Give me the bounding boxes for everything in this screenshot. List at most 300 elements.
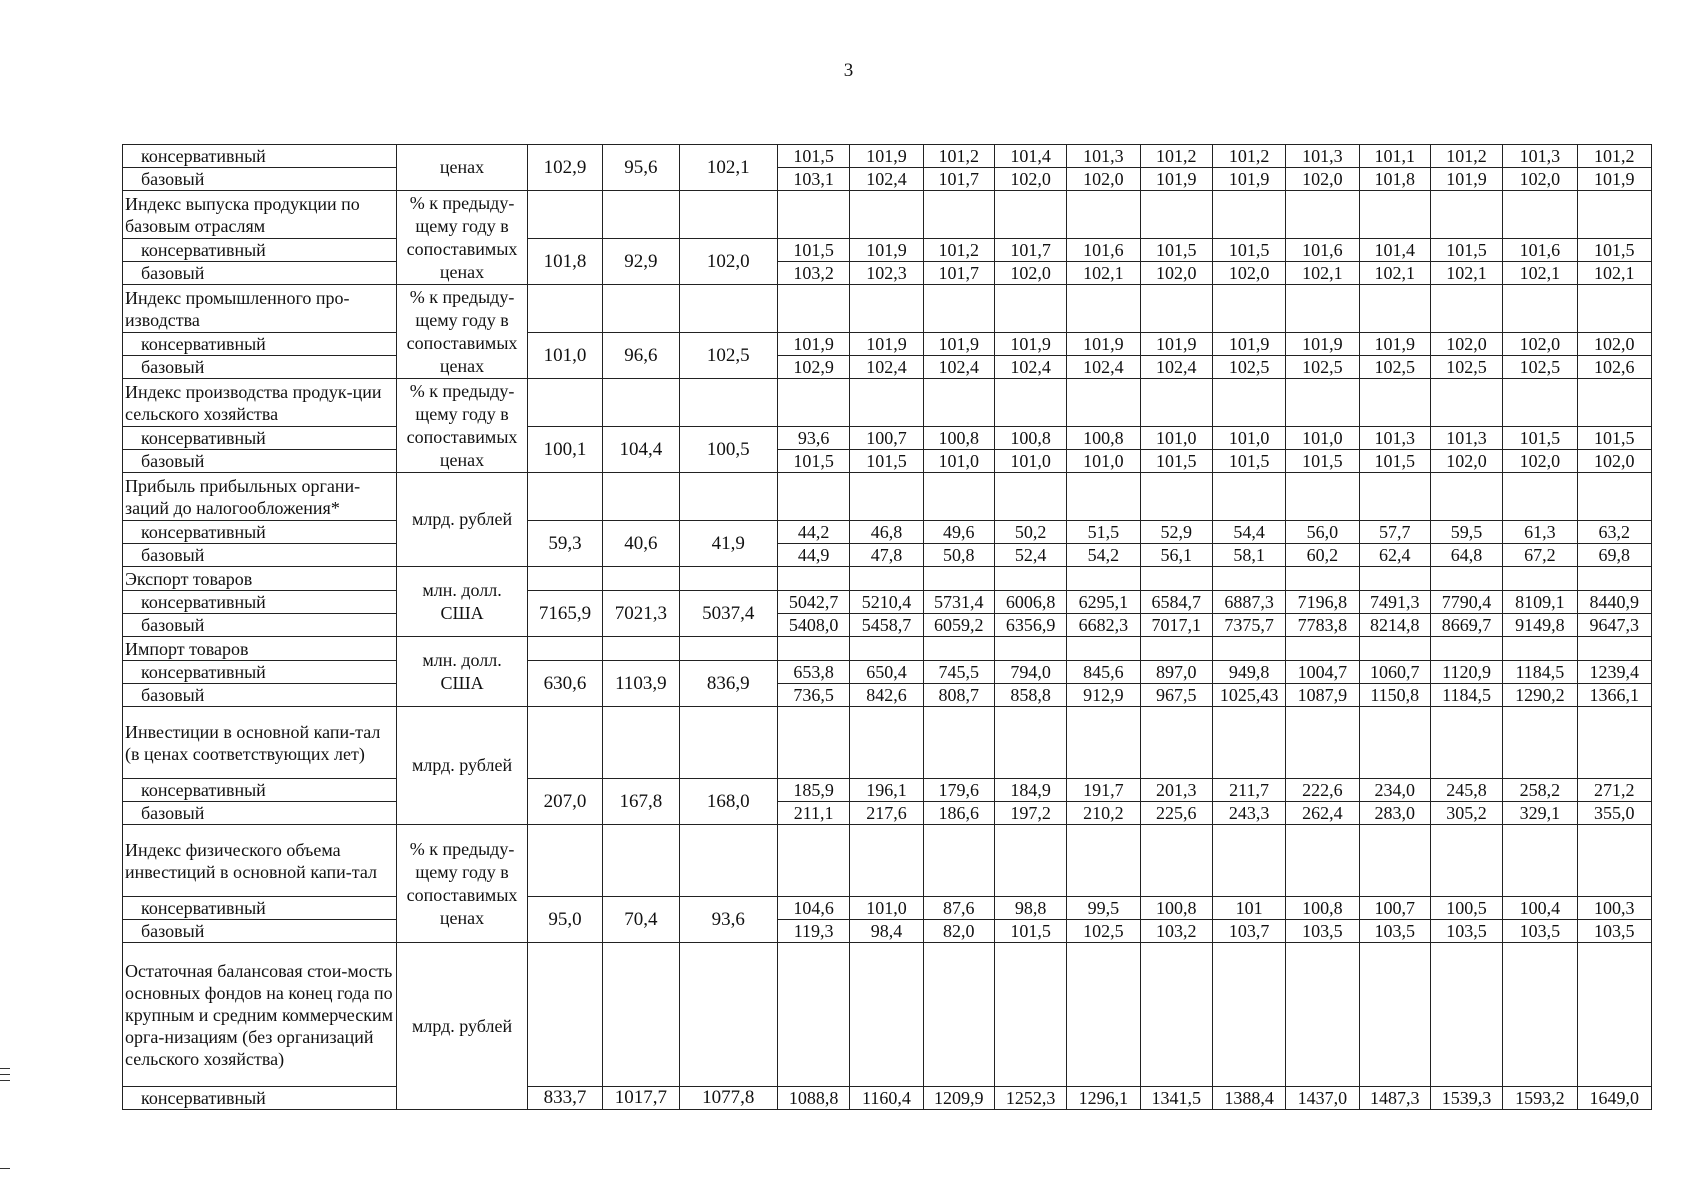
unit-cell: млрд. рублей	[397, 943, 528, 1110]
forecast-value: 191,7	[1067, 779, 1140, 802]
forecast-value: 101,9	[1140, 333, 1212, 356]
base-year-value: 102,1	[679, 145, 777, 191]
variant-row	[123, 145, 1652, 168]
forecast-value: 102,4	[850, 168, 923, 191]
forecast-value: 57,7	[1359, 521, 1430, 544]
forecast-value: 56,0	[1286, 521, 1359, 544]
forecast-value: 101,2	[1212, 145, 1285, 168]
empty-cell	[1430, 379, 1502, 427]
empty-cell	[923, 943, 994, 1087]
forecast-value: 100,7	[1359, 897, 1430, 920]
variant-row	[123, 356, 1652, 379]
variant-label: базовый	[123, 356, 397, 379]
indicator-name: Инвестиции в основной капи-тал (в ценах соответствующих лет)	[123, 707, 397, 779]
base-year-value: 102,5	[679, 333, 777, 379]
forecast-value: 101,2	[923, 239, 994, 262]
forecast-value: 1060,7	[1359, 661, 1430, 684]
forecast-value: 101,3	[1286, 145, 1359, 168]
forecast-value: 100,8	[994, 427, 1066, 450]
forecast-value: 101,5	[1140, 239, 1212, 262]
empty-cell	[1430, 707, 1502, 779]
indicator-name: Индекс промышленного про-изводства	[123, 285, 397, 333]
forecast-value: 102,4	[850, 356, 923, 379]
forecast-value: 197,2	[994, 802, 1066, 825]
base-year-value: 92,9	[603, 239, 679, 285]
variant-row	[123, 544, 1652, 567]
forecast-value: 101	[1212, 897, 1285, 920]
forecast-value: 101,6	[1286, 239, 1359, 262]
forecast-value: 201,3	[1140, 779, 1212, 802]
base-year-value: 96,6	[603, 333, 679, 379]
variant-row	[123, 591, 1652, 614]
base-year-value: 1103,9	[603, 661, 679, 707]
unit-cell: млрд. рублей	[397, 707, 528, 825]
base-year-value: 100,1	[527, 427, 602, 473]
forecast-value: 51,5	[1067, 521, 1140, 544]
forecast-value: 102,0	[1140, 262, 1212, 285]
forecast-value: 102,1	[1067, 262, 1140, 285]
variant-row	[123, 684, 1652, 707]
forecast-value: 1004,7	[1286, 661, 1359, 684]
forecast-value: 210,2	[1067, 802, 1140, 825]
base-year-value: 207,0	[527, 779, 602, 825]
forecast-value: 1209,9	[923, 1087, 994, 1110]
forecast-value: 101,7	[923, 262, 994, 285]
empty-cell	[850, 825, 923, 897]
empty-cell	[1503, 637, 1577, 661]
forecast-value: 101,9	[1577, 168, 1651, 191]
forecast-value: 103,2	[1140, 920, 1212, 943]
forecast-value: 102,0	[1503, 450, 1577, 473]
empty-cell	[1140, 473, 1212, 521]
empty-cell	[994, 567, 1066, 591]
empty-cell	[1359, 379, 1430, 427]
forecast-value: 100,8	[1286, 897, 1359, 920]
variant-label: консервативный	[123, 521, 397, 544]
empty-cell	[923, 473, 994, 521]
forecast-value: 101,2	[1140, 145, 1212, 168]
empty-cell	[850, 473, 923, 521]
empty-cell	[1067, 567, 1140, 591]
forecast-value: 186,6	[923, 802, 994, 825]
base-year-value: 630,6	[527, 661, 602, 707]
forecast-value: 101,7	[923, 168, 994, 191]
forecast-value: 67,2	[1503, 544, 1577, 567]
empty-cell	[679, 825, 777, 897]
forecast-value: 101,9	[1140, 168, 1212, 191]
forecast-value: 61,3	[1503, 521, 1577, 544]
empty-cell	[1359, 285, 1430, 333]
empty-cell	[679, 637, 777, 661]
forecast-value: 101,9	[1212, 333, 1285, 356]
forecast-value: 102,4	[923, 356, 994, 379]
variant-row	[123, 239, 1652, 262]
forecast-value: 1150,8	[1359, 684, 1430, 707]
empty-cell	[1286, 825, 1359, 897]
forecast-value: 1296,1	[1067, 1087, 1140, 1110]
indicator-name: Индекс производства продук-ции сельского хозяйства	[123, 379, 397, 427]
forecast-value: 101,5	[1430, 239, 1502, 262]
empty-cell	[527, 285, 602, 333]
empty-cell	[603, 379, 679, 427]
variant-label: базовый	[123, 802, 397, 825]
forecast-value: 60,2	[1286, 544, 1359, 567]
empty-cell	[850, 191, 923, 239]
forecast-value: 1593,2	[1503, 1087, 1577, 1110]
forecast-value: 1341,5	[1140, 1087, 1212, 1110]
variant-label: базовый	[123, 684, 397, 707]
base-year-value: 102,0	[679, 239, 777, 285]
forecast-value: 101,5	[850, 450, 923, 473]
forecast-value: 101,2	[923, 145, 994, 168]
variant-label: консервативный	[123, 1087, 397, 1110]
variant-label: консервативный	[123, 661, 397, 684]
forecast-value: 196,1	[850, 779, 923, 802]
forecast-value: 1120,9	[1430, 661, 1502, 684]
forecast-value: 8440,9	[1577, 591, 1651, 614]
base-year-value: 1017,7	[603, 1087, 679, 1110]
forecast-value: 7196,8	[1286, 591, 1359, 614]
forecast-value: 845,6	[1067, 661, 1140, 684]
base-year-value: 93,6	[679, 897, 777, 943]
forecast-value: 329,1	[1503, 802, 1577, 825]
unit-cell: млн. долл. США	[397, 637, 528, 707]
unit-cell: млрд. рублей	[397, 473, 528, 567]
empty-cell	[1577, 637, 1651, 661]
empty-cell	[850, 285, 923, 333]
variant-row	[123, 427, 1652, 450]
empty-cell	[923, 285, 994, 333]
forecast-value: 102,5	[1430, 356, 1502, 379]
forecast-value: 1160,4	[850, 1087, 923, 1110]
forecast-value: 1025,43	[1212, 684, 1285, 707]
variant-row	[123, 262, 1652, 285]
empty-cell	[1503, 825, 1577, 897]
forecast-value: 653,8	[777, 661, 849, 684]
empty-cell	[1577, 285, 1651, 333]
forecast-value: 102,0	[1503, 168, 1577, 191]
variant-label: базовый	[123, 262, 397, 285]
forecast-value: 101,6	[1503, 239, 1577, 262]
empty-cell	[1067, 707, 1140, 779]
empty-cell	[1212, 637, 1285, 661]
forecast-value: 103,5	[1503, 920, 1577, 943]
forecast-value: 102,5	[1067, 920, 1140, 943]
forecast-value: 101,0	[1286, 427, 1359, 450]
forecast-value: 100,3	[1577, 897, 1651, 920]
empty-cell	[603, 285, 679, 333]
base-year-value: 95,0	[527, 897, 602, 943]
empty-cell	[527, 825, 602, 897]
forecast-value: 87,6	[923, 897, 994, 920]
forecast-value: 98,8	[994, 897, 1066, 920]
base-year-value: 102,9	[527, 145, 602, 191]
forecast-value: 101,9	[994, 333, 1066, 356]
unit-cell: % к предыду-щему году в сопоставимых ценах	[397, 191, 528, 285]
forecast-value: 119,3	[777, 920, 849, 943]
forecast-value: 1087,9	[1286, 684, 1359, 707]
forecast-value: 102,4	[1067, 356, 1140, 379]
forecast-value: 102,1	[1359, 262, 1430, 285]
forecast-value: 64,8	[1430, 544, 1502, 567]
variant-label: консервативный	[123, 239, 397, 262]
base-year-value: 168,0	[679, 779, 777, 825]
forecast-value: 101,5	[1140, 450, 1212, 473]
forecast-value: 101,9	[850, 333, 923, 356]
table-body	[123, 145, 1652, 1110]
forecast-value: 101,5	[1577, 239, 1651, 262]
indicator-title-row	[123, 473, 1652, 521]
base-year-value: 167,8	[603, 779, 679, 825]
indicators-table-container	[122, 144, 1652, 1110]
empty-cell	[1140, 637, 1212, 661]
base-year-value: 70,4	[603, 897, 679, 943]
empty-cell	[994, 191, 1066, 239]
forecast-value: 101,5	[1212, 450, 1285, 473]
empty-cell	[1577, 379, 1651, 427]
forecast-value: 102,1	[1577, 262, 1651, 285]
forecast-value: 949,8	[1212, 661, 1285, 684]
margin-mark	[0, 1080, 10, 1081]
indicator-title-row	[123, 379, 1652, 427]
empty-cell	[1067, 943, 1140, 1087]
forecast-value: 179,6	[923, 779, 994, 802]
empty-cell	[1140, 707, 1212, 779]
forecast-value: 47,8	[850, 544, 923, 567]
empty-cell	[1140, 191, 1212, 239]
forecast-value: 5408,0	[777, 614, 849, 637]
base-year-value: 95,6	[603, 145, 679, 191]
empty-cell	[850, 637, 923, 661]
forecast-value: 1184,5	[1430, 684, 1502, 707]
forecast-value: 98,4	[850, 920, 923, 943]
empty-cell	[1286, 943, 1359, 1087]
forecast-value: 49,6	[923, 521, 994, 544]
empty-cell	[1067, 379, 1140, 427]
forecast-value: 102,5	[1359, 356, 1430, 379]
forecast-value: 1088,8	[777, 1087, 849, 1110]
forecast-value: 7375,7	[1212, 614, 1285, 637]
forecast-value: 101,2	[1577, 145, 1651, 168]
forecast-value: 101,9	[777, 333, 849, 356]
forecast-value: 1290,2	[1503, 684, 1577, 707]
variant-label: базовый	[123, 450, 397, 473]
empty-cell	[1067, 191, 1140, 239]
variant-label: консервативный	[123, 145, 397, 168]
empty-cell	[923, 707, 994, 779]
forecast-value: 6682,3	[1067, 614, 1140, 637]
empty-cell	[777, 473, 849, 521]
indicators-table	[122, 144, 1652, 1110]
indicator-title-row	[123, 637, 1652, 661]
forecast-value: 101,9	[850, 145, 923, 168]
forecast-value: 101,3	[1359, 427, 1430, 450]
forecast-value: 211,7	[1212, 779, 1285, 802]
forecast-value: 1388,4	[1212, 1087, 1285, 1110]
variant-label: консервативный	[123, 897, 397, 920]
empty-cell	[994, 707, 1066, 779]
forecast-value: 101,7	[994, 239, 1066, 262]
forecast-value: 52,9	[1140, 521, 1212, 544]
base-year-value: 40,6	[603, 521, 679, 567]
forecast-value: 103,1	[777, 168, 849, 191]
empty-cell	[1359, 191, 1430, 239]
forecast-value: 102,0	[994, 168, 1066, 191]
forecast-value: 50,8	[923, 544, 994, 567]
forecast-value: 6006,8	[994, 591, 1066, 614]
margin-mark	[0, 1074, 10, 1075]
base-year-value: 59,3	[527, 521, 602, 567]
forecast-value: 101,0	[1212, 427, 1285, 450]
empty-cell	[1140, 567, 1212, 591]
empty-cell	[777, 285, 849, 333]
empty-cell	[1140, 825, 1212, 897]
forecast-value: 101,5	[1359, 450, 1430, 473]
empty-cell	[1577, 825, 1651, 897]
variant-row	[123, 168, 1652, 191]
forecast-value: 102,5	[1212, 356, 1285, 379]
variant-row	[123, 920, 1652, 943]
forecast-value: 808,7	[923, 684, 994, 707]
forecast-value: 54,4	[1212, 521, 1285, 544]
base-year-value: 7021,3	[603, 591, 679, 637]
forecast-value: 1539,3	[1430, 1087, 1502, 1110]
empty-cell	[679, 943, 777, 1087]
forecast-value: 101,5	[777, 145, 849, 168]
empty-cell	[1430, 191, 1502, 239]
forecast-value: 211,1	[777, 802, 849, 825]
base-year-value: 100,5	[679, 427, 777, 473]
empty-cell	[1140, 285, 1212, 333]
empty-cell	[994, 943, 1066, 1087]
forecast-value: 283,0	[1359, 802, 1430, 825]
indicator-title-row	[123, 567, 1652, 591]
variant-row	[123, 802, 1652, 825]
forecast-value: 102,0	[1503, 333, 1577, 356]
forecast-value: 101,9	[923, 333, 994, 356]
empty-cell	[850, 379, 923, 427]
empty-cell	[1430, 943, 1502, 1087]
empty-cell	[777, 191, 849, 239]
forecast-value: 100,8	[1067, 427, 1140, 450]
forecast-value: 102,5	[1503, 356, 1577, 379]
variant-row	[123, 450, 1652, 473]
base-year-value: 7165,9	[527, 591, 602, 637]
forecast-value: 7017,1	[1140, 614, 1212, 637]
empty-cell	[994, 825, 1066, 897]
indicator-name: Прибыль прибыльных органи-заций до налогообложения*	[123, 473, 397, 521]
forecast-value: 1487,3	[1359, 1087, 1430, 1110]
page-number: 3	[843, 60, 854, 81]
empty-cell	[1503, 943, 1577, 1087]
forecast-value: 7790,4	[1430, 591, 1502, 614]
forecast-value: 101,9	[1067, 333, 1140, 356]
empty-cell	[777, 707, 849, 779]
base-year-value: 41,9	[679, 521, 777, 567]
empty-cell	[1503, 379, 1577, 427]
indicator-name: Остаточная балансовая стои-мость основных фондов на конец года по крупным и средним коммерческим орга-низациям (без организаций сельского хозяйства)	[123, 943, 397, 1087]
empty-cell	[527, 473, 602, 521]
forecast-value: 1437,0	[1286, 1087, 1359, 1110]
empty-cell	[1359, 473, 1430, 521]
forecast-value: 6584,7	[1140, 591, 1212, 614]
forecast-value: 102,3	[850, 262, 923, 285]
indicator-title-row	[123, 943, 1652, 1087]
empty-cell	[777, 567, 849, 591]
forecast-value: 7491,3	[1359, 591, 1430, 614]
forecast-value: 258,2	[1503, 779, 1577, 802]
empty-cell	[1577, 567, 1651, 591]
forecast-value: 243,3	[1212, 802, 1285, 825]
empty-cell	[1067, 473, 1140, 521]
indicator-title-row	[123, 707, 1652, 779]
empty-cell	[1212, 473, 1285, 521]
empty-cell	[527, 191, 602, 239]
empty-cell	[1503, 191, 1577, 239]
empty-cell	[679, 285, 777, 333]
forecast-value: 102,0	[1577, 450, 1651, 473]
forecast-value: 103,5	[1359, 920, 1430, 943]
forecast-value: 102,6	[1577, 356, 1651, 379]
base-year-value: 833,7	[527, 1087, 602, 1110]
forecast-value: 102,5	[1286, 356, 1359, 379]
base-year-value: 1077,8	[679, 1087, 777, 1110]
forecast-value: 101,5	[777, 450, 849, 473]
empty-cell	[777, 637, 849, 661]
unit-cell: % к предыду-щему году в сопоставимых ценах	[397, 285, 528, 379]
empty-cell	[1503, 473, 1577, 521]
forecast-value: 6059,2	[923, 614, 994, 637]
empty-cell	[1503, 285, 1577, 333]
forecast-value: 101,0	[994, 450, 1066, 473]
forecast-value: 63,2	[1577, 521, 1651, 544]
forecast-value: 5458,7	[850, 614, 923, 637]
empty-cell	[1577, 943, 1651, 1087]
empty-cell	[923, 567, 994, 591]
forecast-value: 6356,9	[994, 614, 1066, 637]
forecast-value: 104,6	[777, 897, 849, 920]
empty-cell	[527, 637, 602, 661]
base-year-value: 101,8	[527, 239, 602, 285]
margin-mark	[0, 1168, 10, 1169]
empty-cell	[1577, 707, 1651, 779]
forecast-value: 1184,5	[1503, 661, 1577, 684]
variant-row	[123, 521, 1652, 544]
empty-cell	[679, 567, 777, 591]
forecast-value: 102,1	[1503, 262, 1577, 285]
empty-cell	[1430, 825, 1502, 897]
indicator-name: Экспорт товаров	[123, 567, 397, 591]
base-year-value: 5037,4	[679, 591, 777, 637]
forecast-value: 44,9	[777, 544, 849, 567]
empty-cell	[777, 943, 849, 1087]
empty-cell	[1286, 637, 1359, 661]
forecast-value: 234,0	[1359, 779, 1430, 802]
forecast-value: 101,5	[777, 239, 849, 262]
empty-cell	[1577, 191, 1651, 239]
forecast-value: 100,8	[1140, 897, 1212, 920]
forecast-value: 102,4	[1140, 356, 1212, 379]
forecast-value: 842,6	[850, 684, 923, 707]
indicator-name: Импорт товаров	[123, 637, 397, 661]
forecast-value: 225,6	[1140, 802, 1212, 825]
forecast-value: 100,8	[923, 427, 994, 450]
forecast-value: 897,0	[1140, 661, 1212, 684]
forecast-value: 102,0	[1286, 168, 1359, 191]
forecast-value: 101,4	[1359, 239, 1430, 262]
forecast-value: 101,0	[923, 450, 994, 473]
forecast-value: 101,0	[850, 897, 923, 920]
